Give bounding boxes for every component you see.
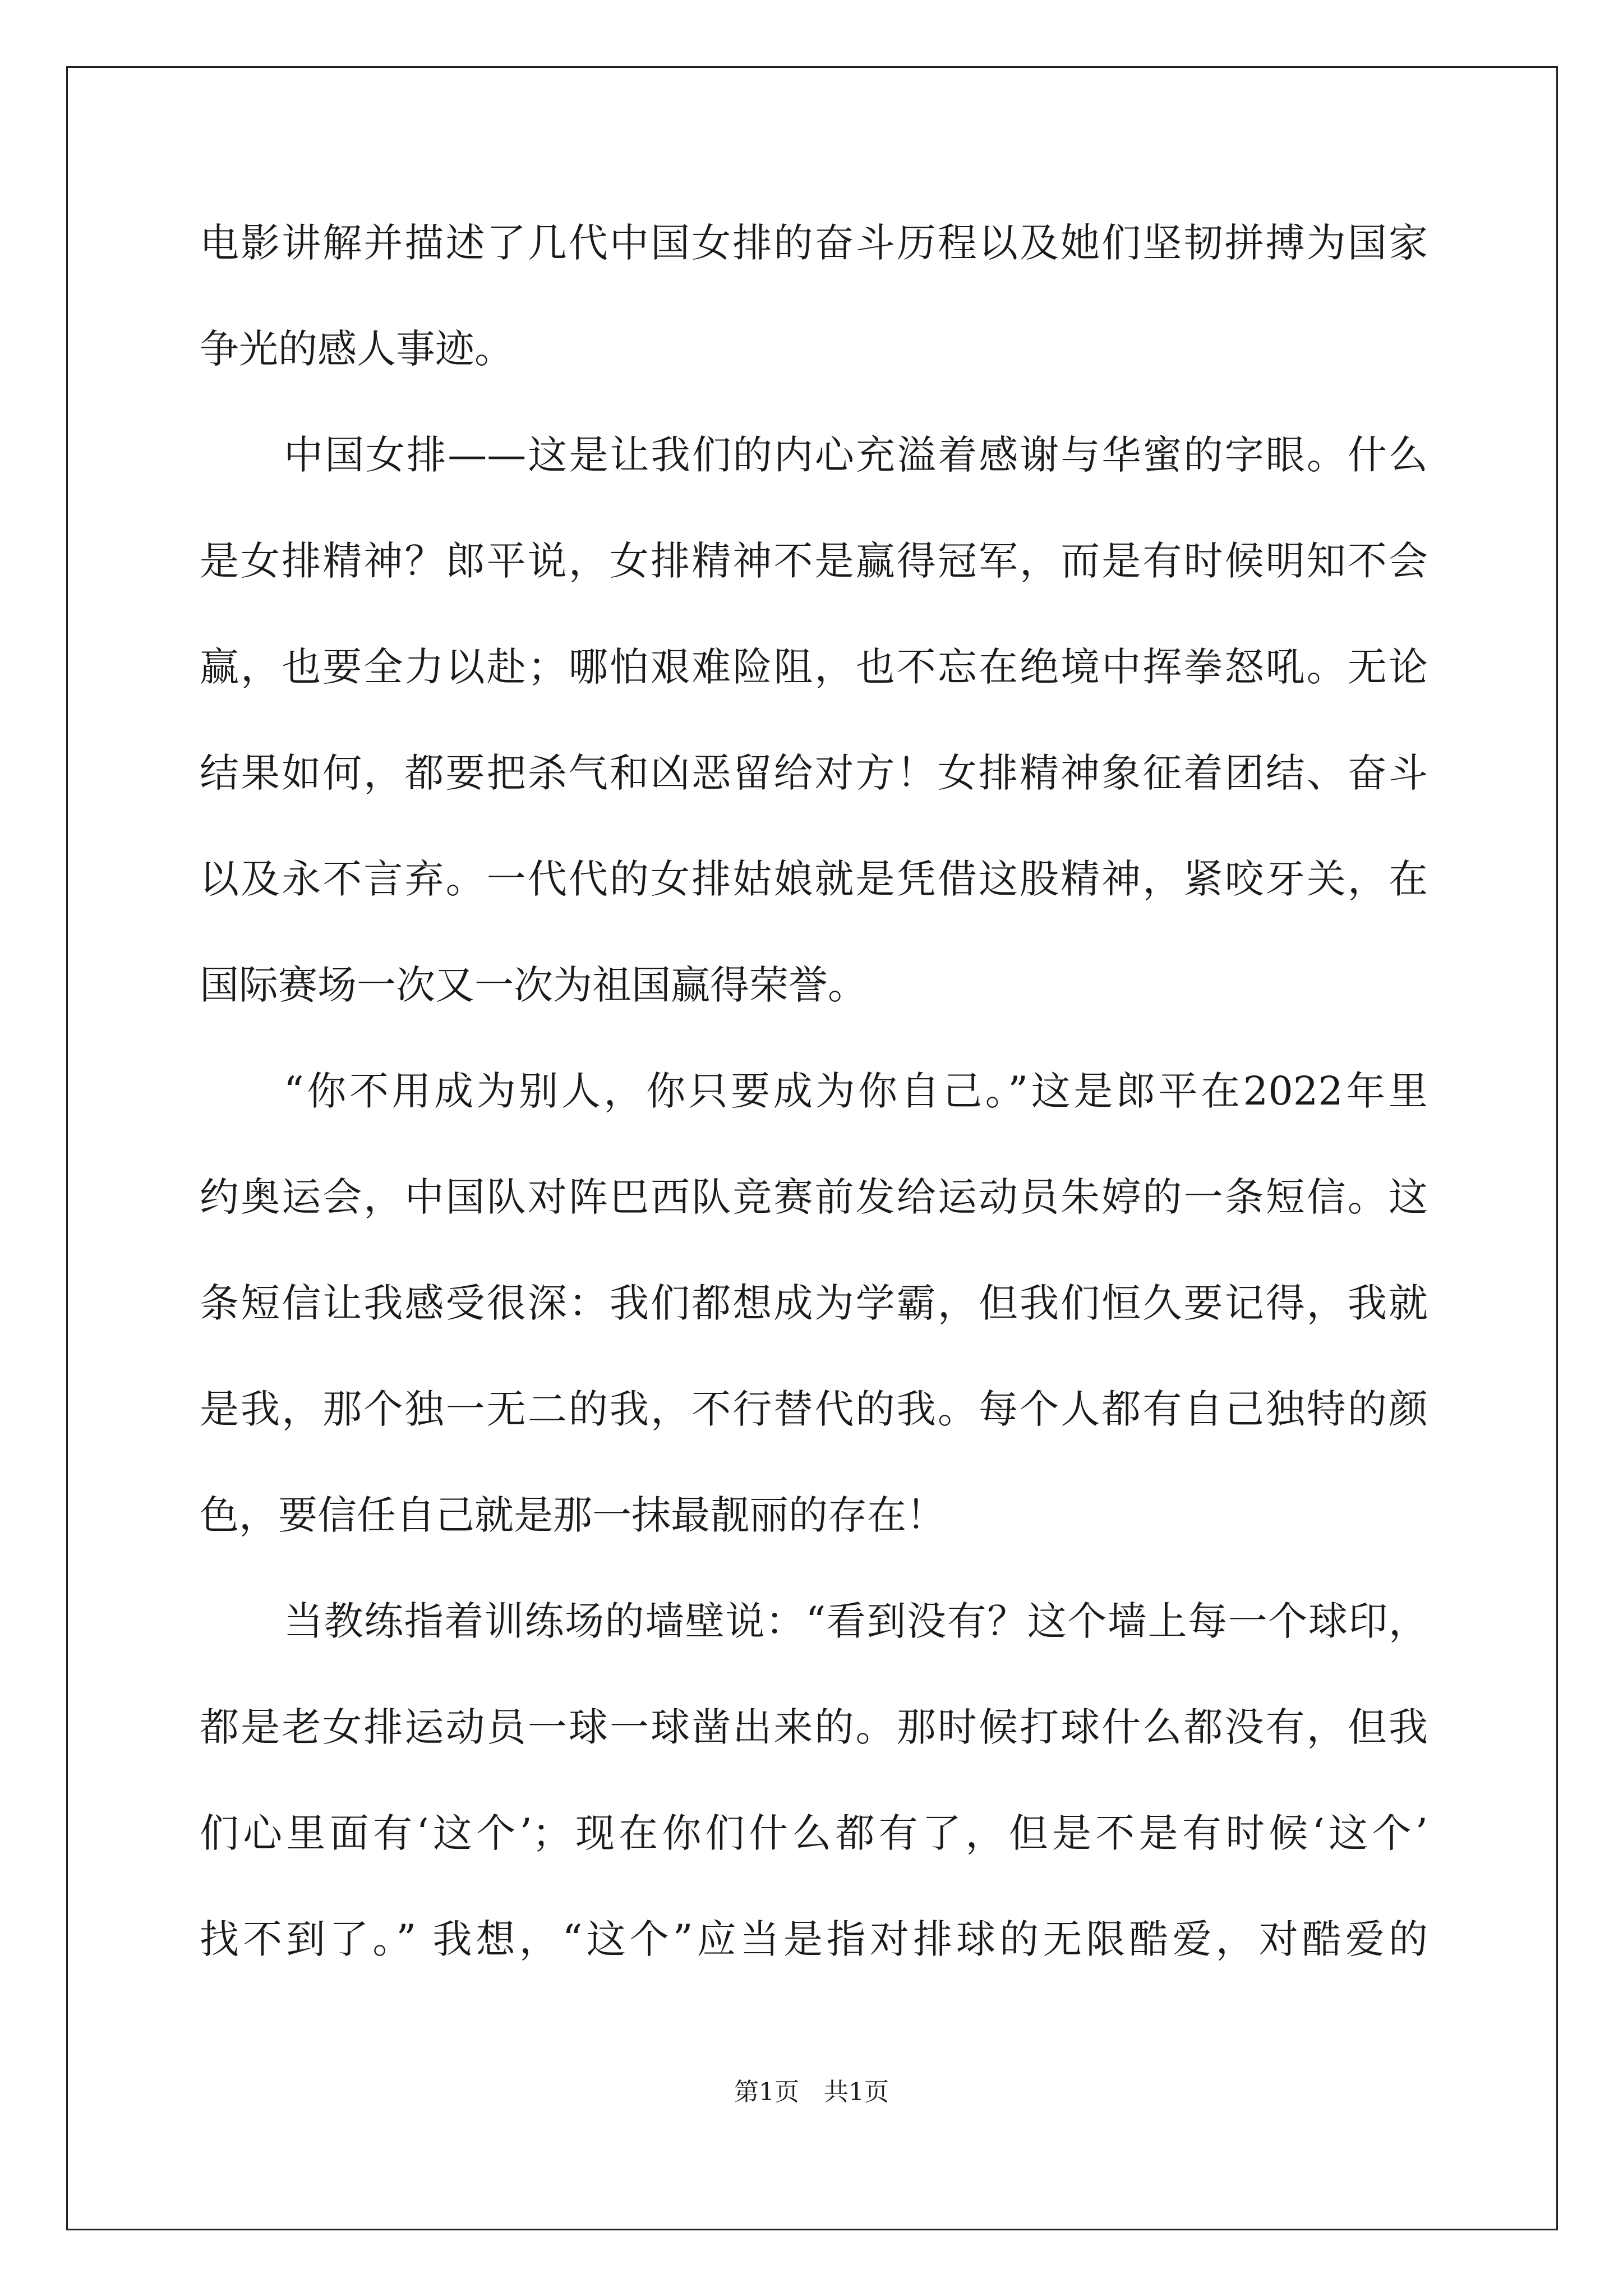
text-line: 争光的感人事迹。	[200, 326, 514, 372]
text-line: 色，要信任自己就是那一抹最靓丽的存在！	[200, 1492, 946, 1538]
text-line: 电影讲解并描述了几代中国女排的奋斗历程以及她们坚韧拼搏为国家	[200, 220, 1428, 266]
text-line: 约奥运会，中国队对阵巴西队竞赛前发给运动员朱婷的一条短信。这	[200, 1174, 1428, 1220]
text-line: 们心里面有‘这个’；现在你们什么都有了，但是不是有时候‘这个’	[200, 1810, 1428, 1856]
text-line: 中国女排——这是让我们的内心充溢着感谢与华蜜的字眼。什么	[284, 432, 1428, 478]
text-line: 国际赛场一次又一次为祖国赢得荣誉。	[200, 962, 867, 1008]
text-line: “你不用成为别人，你只要成为你自己。”这是郎平在2022年里	[284, 1068, 1428, 1114]
text-line: 都是老女排运动员一球一球凿出来的。那时候打球什么都没有，但我	[200, 1704, 1428, 1750]
text-line: 是我，那个独一无二的我，不行替代的我。每个人都有自己独特的颜	[200, 1386, 1428, 1432]
text-line: 结果如何，都要把杀气和凶恶留给对方！女排精神象征着团结、奋斗	[200, 750, 1428, 796]
text-line: 是女排精神？郎平说，女排精神不是赢得冠军，而是有时候明知不会	[200, 538, 1428, 584]
text-line: 赢，也要全力以赴；哪怕艰难险阻，也不忘在绝境中挥拳怒吼。无论	[200, 644, 1428, 690]
text-line: 条短信让我感受很深：我们都想成为学霸，但我们恒久要记得，我就	[200, 1280, 1428, 1326]
page-number: 第1页 共1页	[734, 2078, 889, 2106]
text-line: 以及永不言弃。一代代的女排姑娘就是凭借这股精神，紧咬牙关，在	[200, 856, 1428, 902]
text-line: 找不到了。” 我想，“这个”应当是指对排球的无限酷爱，对酷爱的	[200, 1916, 1428, 1962]
text-line: 当教练指着训练场的墙壁说：“看到没有？这个墙上每一个球印，	[284, 1598, 1428, 1644]
